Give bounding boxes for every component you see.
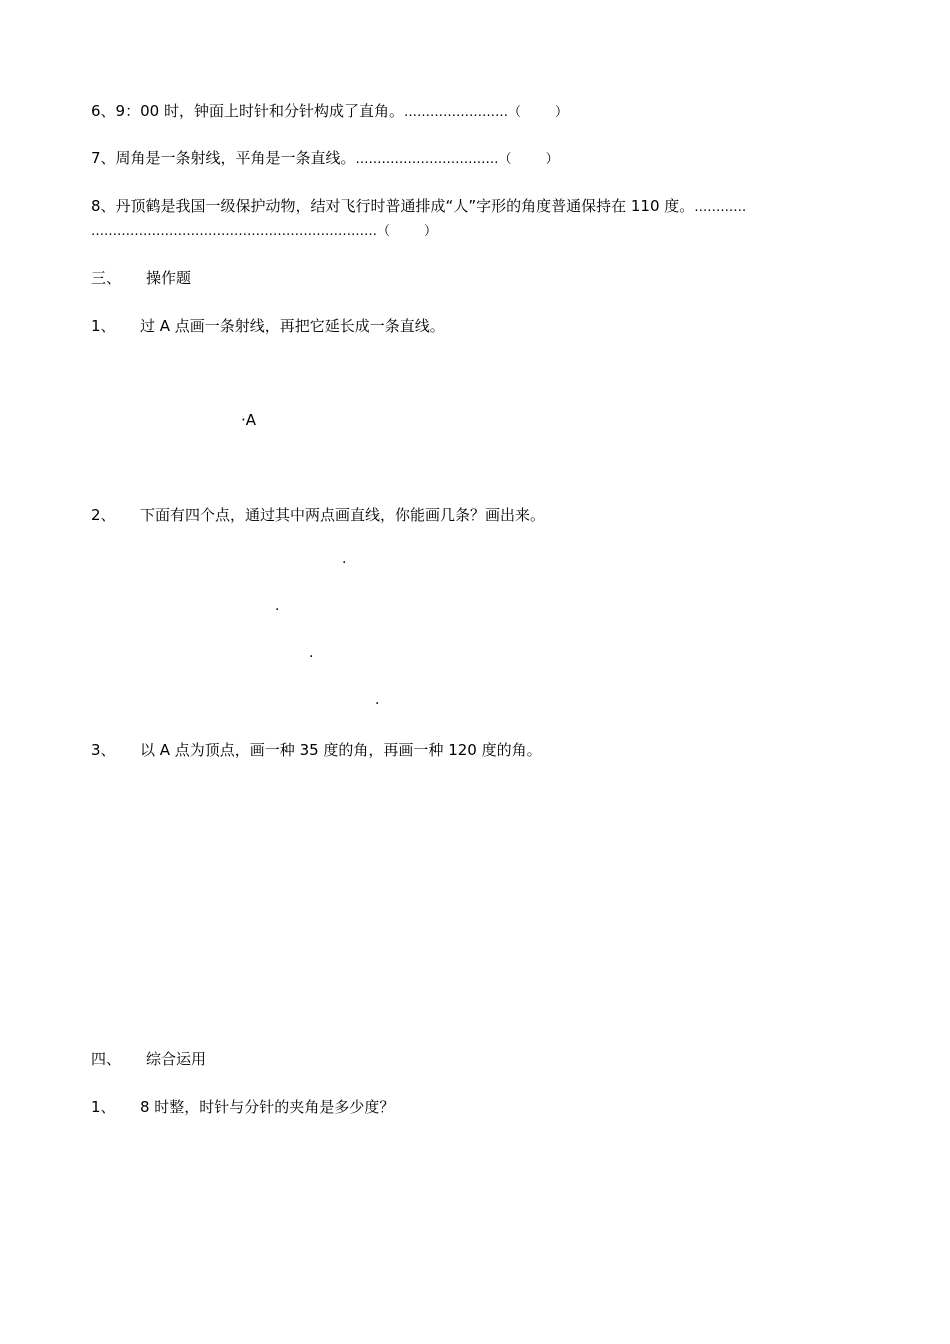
point-a-label: ·A	[241, 411, 257, 429]
section-3-question-1	[91, 316, 445, 336]
item-8-paren-open: （	[377, 224, 391, 239]
judge-item-8-continued	[91, 220, 437, 242]
item-6-paren-close: ）	[554, 105, 568, 120]
section-3-heading	[91, 268, 191, 288]
item-8-text: 8、丹顶鹤是我国一级保护动物，结对飞行时普通排成“人”字形的角度普通保持在 110 度。	[91, 197, 695, 215]
section-4-question-1	[91, 1097, 394, 1117]
question-2-text: 下面有四个点，通过其中两点画直线，你能画几条？画出来。	[140, 506, 546, 524]
point-2: .	[275, 598, 280, 614]
item-7-text: 7、周角是一条射线，平角是一条直线。	[91, 149, 356, 167]
question-2-number: 2、	[91, 506, 116, 524]
judge-item-7	[91, 148, 559, 170]
item-6-leader-dots: ……………………	[403, 105, 508, 120]
item-8-leader-dots-line2: …………………………………………………………	[91, 224, 377, 239]
section-3-number: 三、	[91, 269, 122, 287]
section-4-heading	[91, 1049, 206, 1069]
item-7-paren-close: ）	[545, 152, 559, 167]
section-3-title: 操作题	[146, 269, 192, 287]
question-1-text: 过 A 点画一条射线，再把它延长成一条直线。	[140, 317, 445, 335]
question-1-number: 1、	[91, 317, 116, 335]
section-3-question-3	[91, 740, 542, 760]
section-3-question-2	[91, 505, 545, 525]
question-3-number: 3、	[91, 741, 116, 759]
section-4-title: 综合运用	[146, 1050, 207, 1068]
section-4-number: 四、	[91, 1050, 122, 1068]
point-4: .	[375, 692, 380, 708]
point-1: .	[342, 551, 347, 567]
item-6-text: 6、9：00 时，钟面上时针和分针构成了直角。	[91, 102, 404, 120]
item-6-paren-open: （	[507, 105, 521, 120]
question-3-text: 以 A 点为顶点，画一种 35 度的角，再画一种 120 度的角。	[140, 741, 542, 759]
item-8-leader-dots-line1: …………	[694, 200, 747, 215]
section-4-question-1-number: 1、	[91, 1098, 116, 1116]
section-4-question-1-text: 8 时整，时针与分针的夹角是多少度？	[140, 1098, 395, 1116]
judge-item-6	[91, 101, 568, 123]
judge-item-8	[91, 196, 746, 218]
item-8-paren-close: ）	[424, 224, 438, 239]
item-7-paren-open: （	[498, 152, 512, 167]
item-7-leader-dots: ……………………………	[355, 152, 499, 167]
point-3: .	[309, 645, 314, 661]
